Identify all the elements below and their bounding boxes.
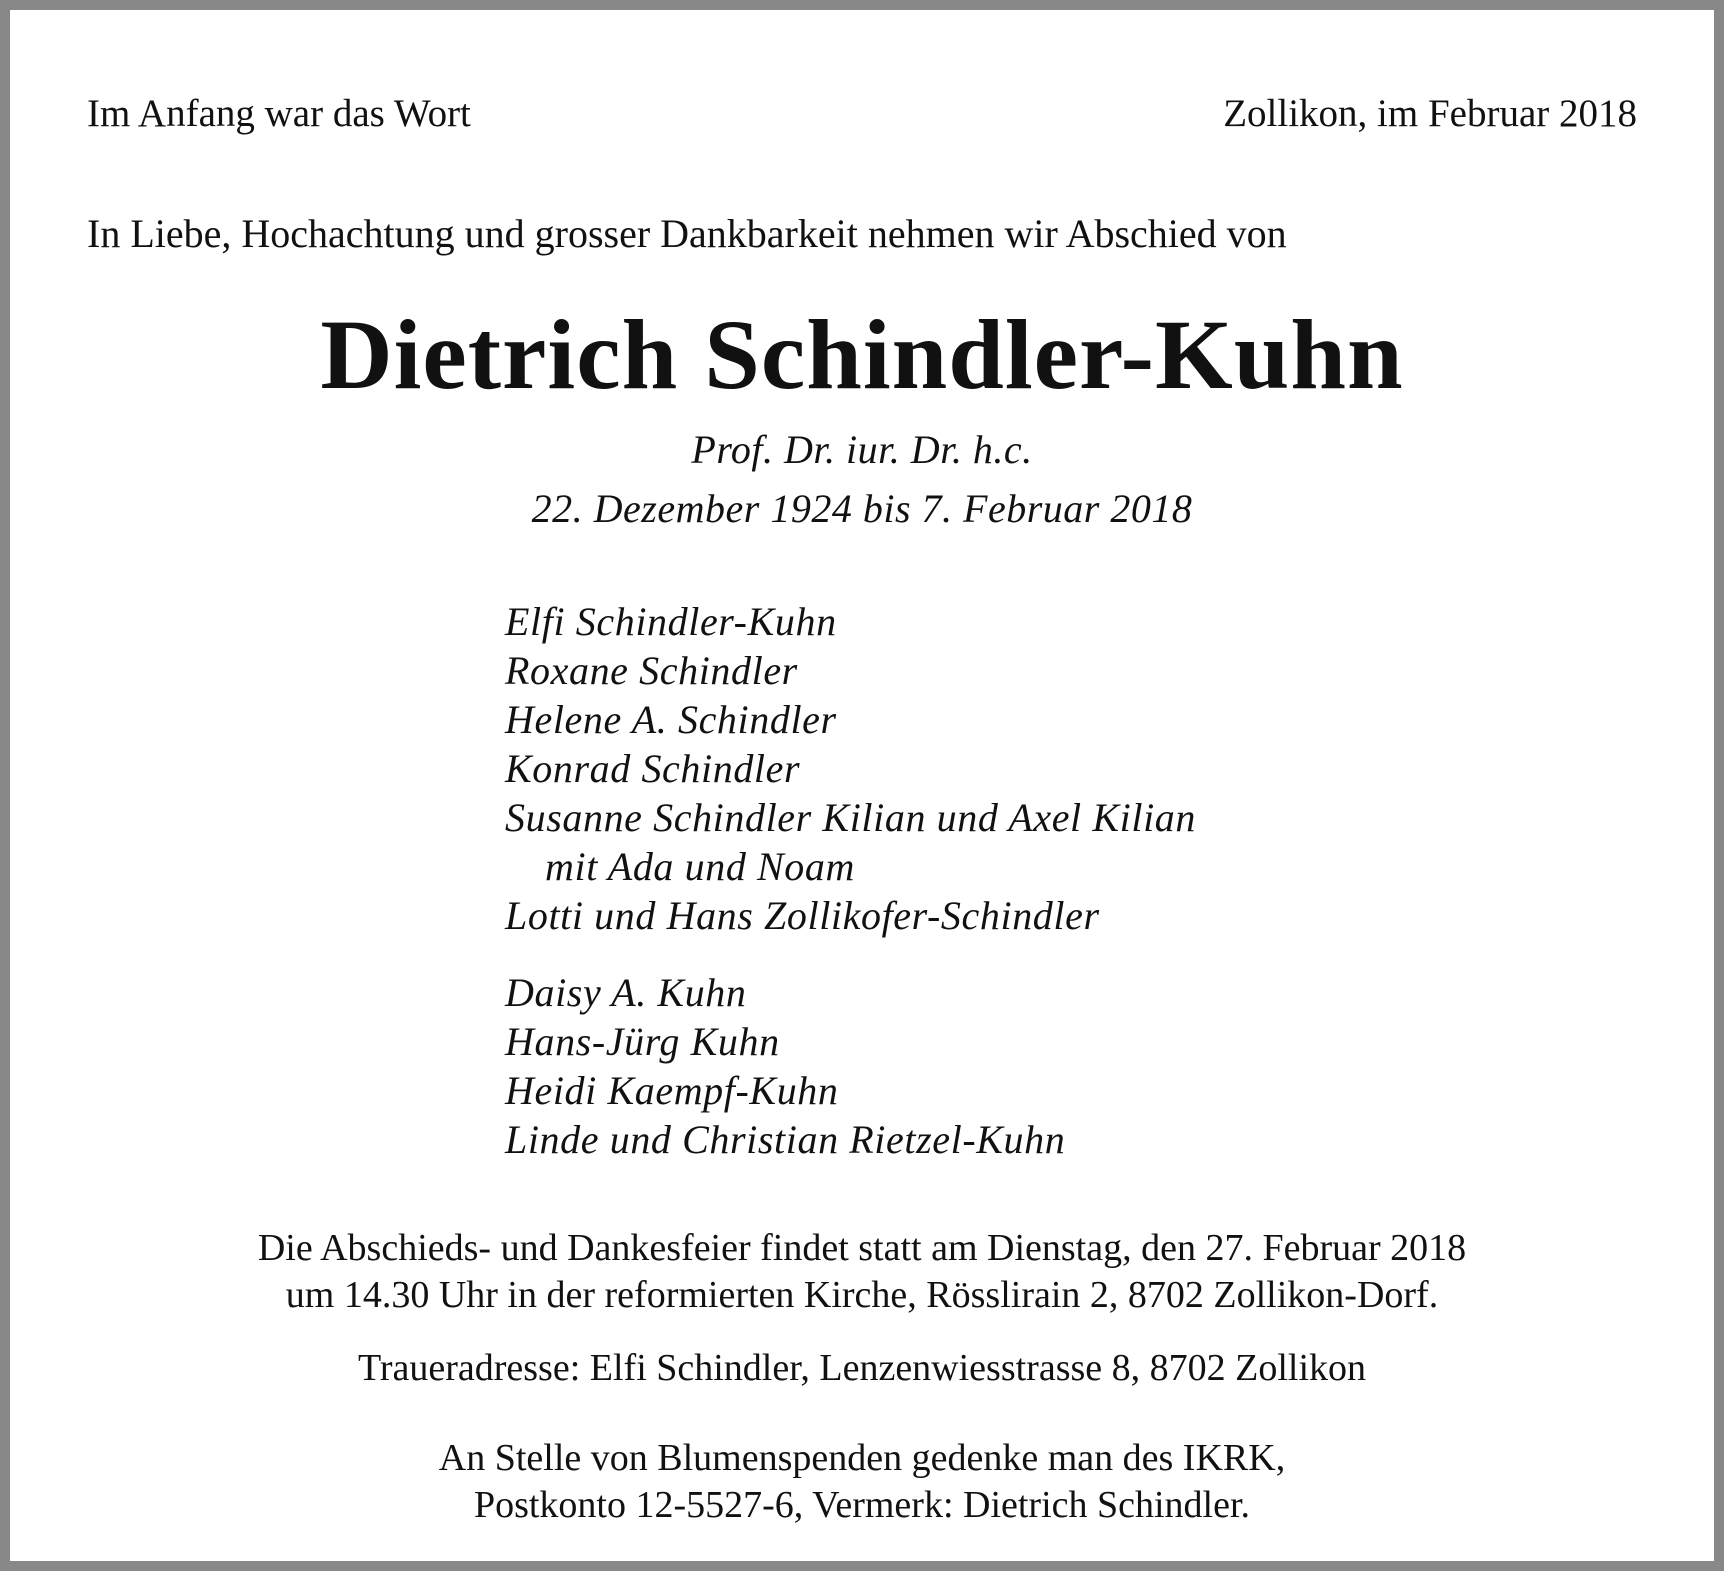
- donation-line: Postkonto 12-5527-6, Vermerk: Dietrich Schindler.: [473, 1484, 1251, 1526]
- ceremony-line: um 14.30 Uhr in der reformierten Kirche, Rösslirain 2, 8702 Zollikon-Dorf.: [285, 1274, 1439, 1316]
- family-member: Linde und Christian Rietzel-Kuhn: [505, 1117, 1066, 1162]
- deceased-title: Prof. Dr. iur. Dr. h.c.: [691, 427, 1033, 472]
- family-list-schindler: [505, 597, 1196, 940]
- family-member: Roxane Schindler: [505, 648, 798, 693]
- deceased-dates: 22. Dezember 1924 bis 7. Februar 2018: [531, 486, 1193, 531]
- family-list-kuhn: [505, 968, 1065, 1164]
- donation-info: [10, 1435, 1714, 1529]
- mourning-address: [10, 1345, 1714, 1392]
- family-member: Heidi Kaempf-Kuhn: [505, 1068, 839, 1113]
- family-member: Elfi Schindler-Kuhn: [505, 599, 837, 644]
- intro-text: In Liebe, Hochachtung und grosser Dankbarkeit nehmen wir Abschied von: [87, 211, 1287, 256]
- family-member: Hans-Jürg Kuhn: [505, 1019, 780, 1064]
- mourning-address-line: Traueradresse: Elfi Schindler, Lenzenwiesstrasse 8, 8702 Zollikon: [357, 1347, 1367, 1389]
- ceremony-line: Die Abschieds- und Dankesfeier findet statt am Dienstag, den 27. Februar 2018: [257, 1227, 1467, 1269]
- header-place-date: Zollikon, im Februar 2018: [1223, 92, 1637, 135]
- ceremony-info: [10, 1225, 1714, 1319]
- family-member: Helene A. Schindler: [505, 697, 837, 742]
- family-member: Konrad Schindler: [505, 746, 801, 791]
- header-motto: Im Anfang war das Wort: [87, 92, 471, 135]
- family-member: Daisy A. Kuhn: [505, 970, 747, 1015]
- family-member: Susanne Schindler Kilian und Axel Kilian: [505, 795, 1196, 840]
- family-member-children: mit Ada und Noam: [545, 844, 855, 889]
- family-member: Lotti und Hans Zollikofer-Schindler: [505, 893, 1100, 938]
- donation-line: An Stelle von Blumenspenden gedenke man des IKRK,: [438, 1437, 1286, 1479]
- deceased-name: Dietrich Schindler-Kuhn: [320, 299, 1404, 410]
